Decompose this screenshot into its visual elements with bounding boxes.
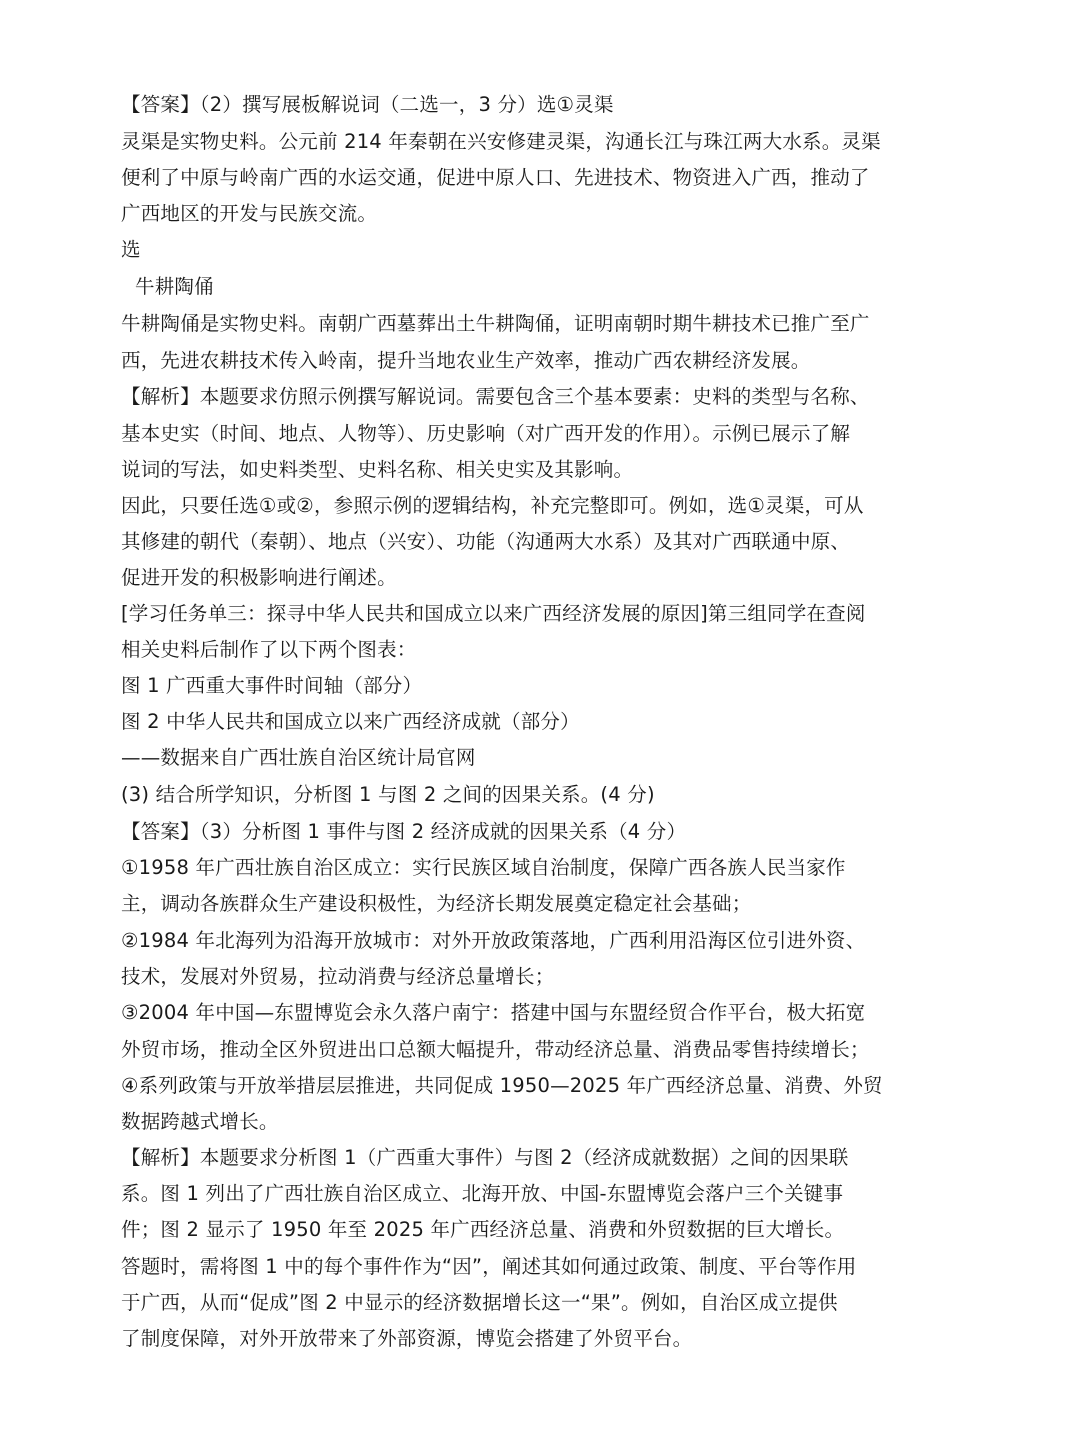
text-line: 基本史实（时间、地点、人物等）、历史影响（对广西开发的作用）。示例已展示了解: [121, 422, 851, 445]
text-line: 主，调动各族群众生产建设积极性，为经济长期发展奠定稳定社会基础；: [121, 892, 752, 915]
text-line: 其修建的朝代（秦朝）、地点（兴安）、功能（沟通两大水系）及其对广西联通中原、: [121, 530, 851, 553]
text-line: 选: [121, 238, 141, 261]
text-line: 外贸市场，推动全区外贸进出口总额大幅提升，带动经济总量、消费品零售持续增长；: [121, 1038, 870, 1061]
text-line: 【答案】（2）撰写展板解说词（二选一，3 分）选①灵渠: [121, 93, 614, 116]
text-line: 【解析】本题要求仿照示例撰写解说词。需要包含三个基本要素：史料的类型与名称、: [121, 385, 870, 408]
text-line: 技术，发展对外贸易，拉动消费与经济总量增长；: [121, 965, 555, 988]
text-line: ①1958 年广西壮族自治区成立：实行民族区域自治制度，保障广西各族人民当家作: [121, 856, 846, 879]
text-line: 便利了中原与岭南广西的水运交通，促进中原人口、先进技术、物资进入广西，推动了: [121, 166, 870, 189]
text-line: ②1984 年北海列为沿海开放城市：对外开放政策落地，广西利用沿海区位引进外资、: [121, 929, 866, 952]
text-line: 于广西，从而“促成”图 2 中显示的经济数据增长这一“果”。例如，自治区成立提供: [121, 1291, 838, 1314]
text-line: ③2004 年中国—东盟博览会永久落户南宁：搭建中国与东盟经贸合作平台，极大拓宽: [121, 1001, 866, 1024]
text-line: 西，先进农耕技术传入岭南，提升当地农业生产效率，推动广西农耕经济发展。: [121, 349, 811, 372]
text-line: 【答案】（3）分析图 1 事件与图 2 经济成就的因果关系（4 分）: [121, 820, 687, 843]
text-line: 促进开发的积极影响进行阐述。: [121, 566, 397, 589]
text-line: 图 1 广西重大事件时间轴（部分）: [121, 674, 423, 697]
text-line: ——数据来自广西壮族自治区统计局官网: [121, 746, 476, 769]
text-line: [学习任务单三：探寻中华人民共和国成立以来广西经济发展的原因]第三组同学在查阅: [121, 602, 866, 625]
text-line: 说词的写法，如史料类型、史料名称、相关史实及其影响。: [121, 458, 634, 481]
text-line: 因此，只要任选①或②，参照示例的逻辑结构，补充完整即可。例如，选①灵渠，可从: [121, 494, 864, 517]
text-line: 了制度保障，对外开放带来了外部资源，博览会搭建了外贸平台。: [121, 1327, 693, 1350]
text-line: 图 2 中华人民共和国成立以来广西经济成就（部分）: [121, 710, 580, 733]
text-line: 广西地区的开发与民族交流。: [121, 202, 378, 225]
text-line: 数据跨越式增长。: [121, 1110, 279, 1133]
text-line: 件；图 2 显示了 1950 年至 2025 年广西经济总量、消费和外贸数据的巨大增长。: [121, 1218, 845, 1241]
text-line: 相关史料后制作了以下两个图表：: [121, 638, 417, 661]
text-line: 牛耕陶俑是实物史料。南朝广西墓葬出土牛耕陶俑，证明南朝时期牛耕技术已推广至广: [121, 312, 870, 335]
text-line: 灵渠是实物史料。公元前 214 年秦朝在兴安修建灵渠，沟通长江与珠江两大水系。灵渠: [121, 130, 881, 153]
text-line: ④系列政策与开放举措层层推进，共同促成 1950—2025 年广西经济总量、消费、外贸: [121, 1074, 883, 1097]
text-line: 牛耕陶俑: [135, 275, 214, 298]
text-line: 【解析】本题要求分析图 1（广西重大事件）与图 2（经济成就数据）之间的因果联: [121, 1146, 849, 1169]
text-line: (3) 结合所学知识，分析图 1 与图 2 之间的因果关系。(4 分): [121, 783, 655, 806]
text-line: 答题时，需将图 1 中的每个事件作为“因”，阐述其如何通过政策、制度、平台等作用: [121, 1255, 857, 1278]
text-line: 系。图 1 列出了广西壮族自治区成立、北海开放、中国-东盟博览会落户三个关键事: [121, 1182, 844, 1205]
